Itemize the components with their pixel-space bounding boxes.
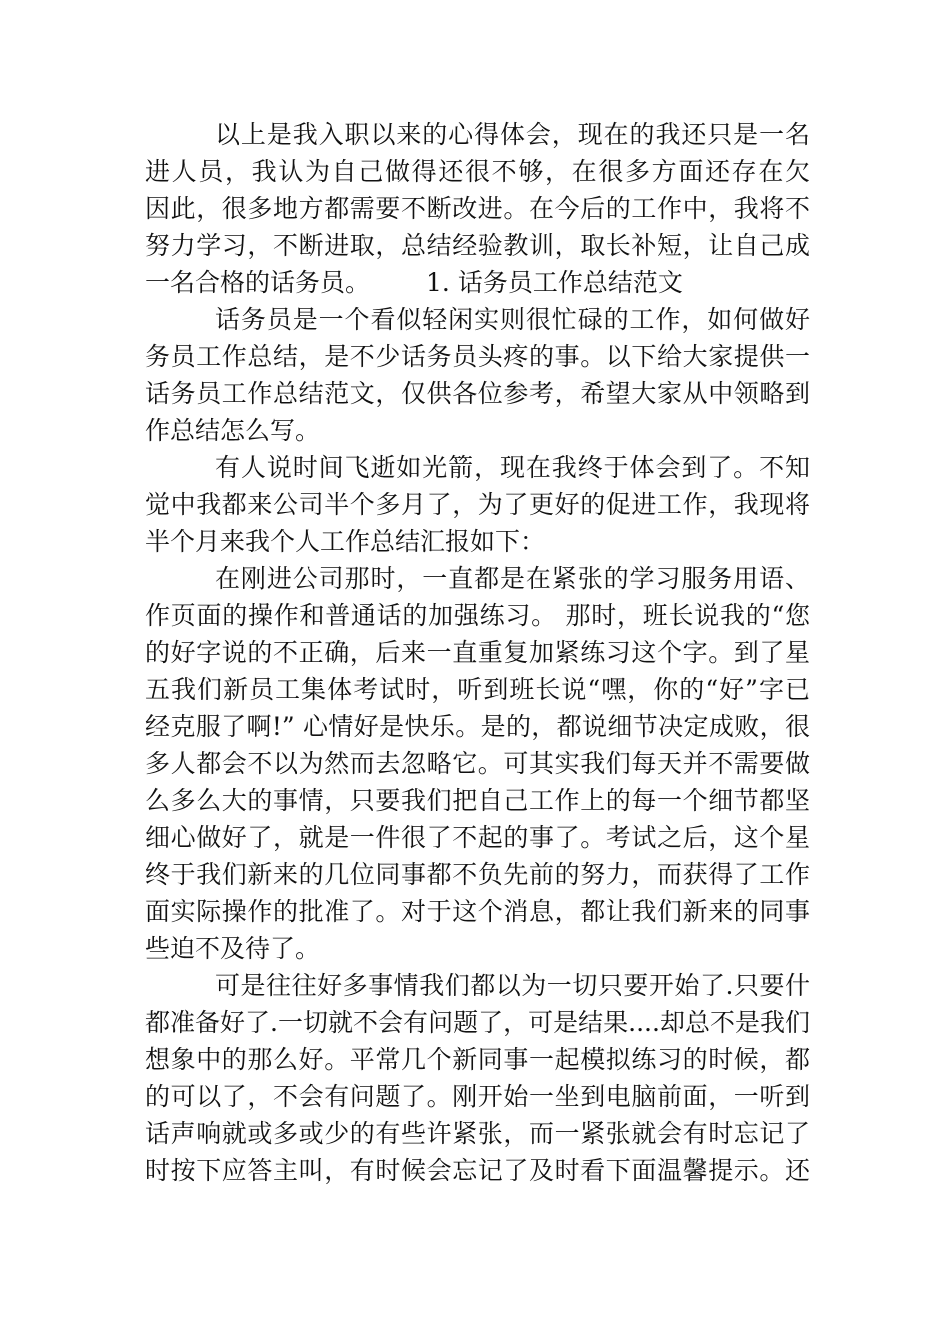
text-line: 多人都会不以为然而去忽略它。可其实我们每天并不需要做 (145, 749, 810, 778)
paragraph-3 (145, 449, 810, 560)
text-line: 有人说时间飞逝如光箭，现在我终于体会到了。不知 (215, 453, 810, 482)
text-line: 时按下应答主叫，有时候会忘记了及时看下面温馨提示。还 (145, 1156, 810, 1185)
text-line: 话声响就或多或少的有些许紧张，而一紧张就会有时忘记了 (145, 1119, 810, 1148)
paragraph-5 (145, 967, 810, 1189)
text-line: 话务员工作总结范文，仅供各位参考，希望大家从中领略到 (145, 379, 810, 408)
text-line: 五我们新员工集体考试时，听到班长说“嘿，你的“好”字已 (145, 675, 810, 704)
text-line-end: 一名合格的话务员。 (145, 268, 371, 297)
text-line: 都准备好了.一切就不会有问题了，可是结果....却总不是我们 (145, 1008, 810, 1037)
paragraph-2 (145, 301, 810, 449)
text-line: 话务员是一个看似轻闲实则很忙碌的工作，如何做好 (215, 305, 810, 334)
text-line: 的好字说的不正确，后来一直重复加紧练习这个字。到了星 (145, 638, 810, 667)
text-line (145, 264, 810, 301)
text-line: 可是往往好多事情我们都以为一切只要开始了.只要什 (215, 971, 810, 1000)
body-text (145, 116, 810, 1189)
text-line: 在刚进公司那时，一直都是在紧张的学习服务用语、 (215, 564, 810, 593)
text-line: 经克服了啊!” 心情好是快乐。是的，都说细节决定成败，很 (145, 712, 810, 741)
text-line: 细心做好了，就是一件很了不起的事了。考试之后，这个星 (145, 823, 810, 852)
text-line: 以上是我入职以来的心得体会，现在的我还只是一名 (215, 120, 810, 149)
text-line: 终于我们新来的几位同事都不负先前的努力，而获得了工作 (145, 860, 810, 889)
section-heading: 1. 话务员工作总结范文 (426, 268, 683, 297)
text-line: 么多么大的事情，只要我们把自己工作上的每一个细节都坚 (145, 786, 810, 815)
text-line: 半个月来我个人工作总结汇报如下： (145, 527, 546, 556)
text-line: 作页面的操作和普通话的加强练习。 那时，班长说我的“您 (145, 601, 810, 630)
text-line: 进人员，我认为自己做得还很不够，在很多方面还存在欠 (145, 157, 810, 186)
text-line: 因此，很多地方都需要不断改进。在今后的工作中，我将不 (145, 194, 810, 223)
text-line: 的可以了，不会有问题了。刚开始一坐到电脑前面，一听到 (145, 1082, 810, 1111)
text-line: 作总结怎么写。 (145, 416, 321, 445)
text-line: 想象中的那么好。平常几个新同事一起模拟练习的时候，都 (145, 1045, 810, 1074)
text-line: 些迫不及待了。 (145, 934, 321, 963)
text-line: 面实际操作的批准了。对于这个消息，都让我们新来的同事 (145, 897, 810, 926)
paragraph-4 (145, 560, 810, 967)
text-line: 务员工作总结，是不少话务员头疼的事。以下给大家提供一 (145, 342, 810, 371)
paragraph-1 (145, 116, 810, 301)
text-line: 觉中我都来公司半个多月了，为了更好的促进工作，我现将 (145, 490, 810, 519)
text-line: 努力学习，不断进取，总结经验教训，取长补短，让自己成 (145, 231, 810, 260)
